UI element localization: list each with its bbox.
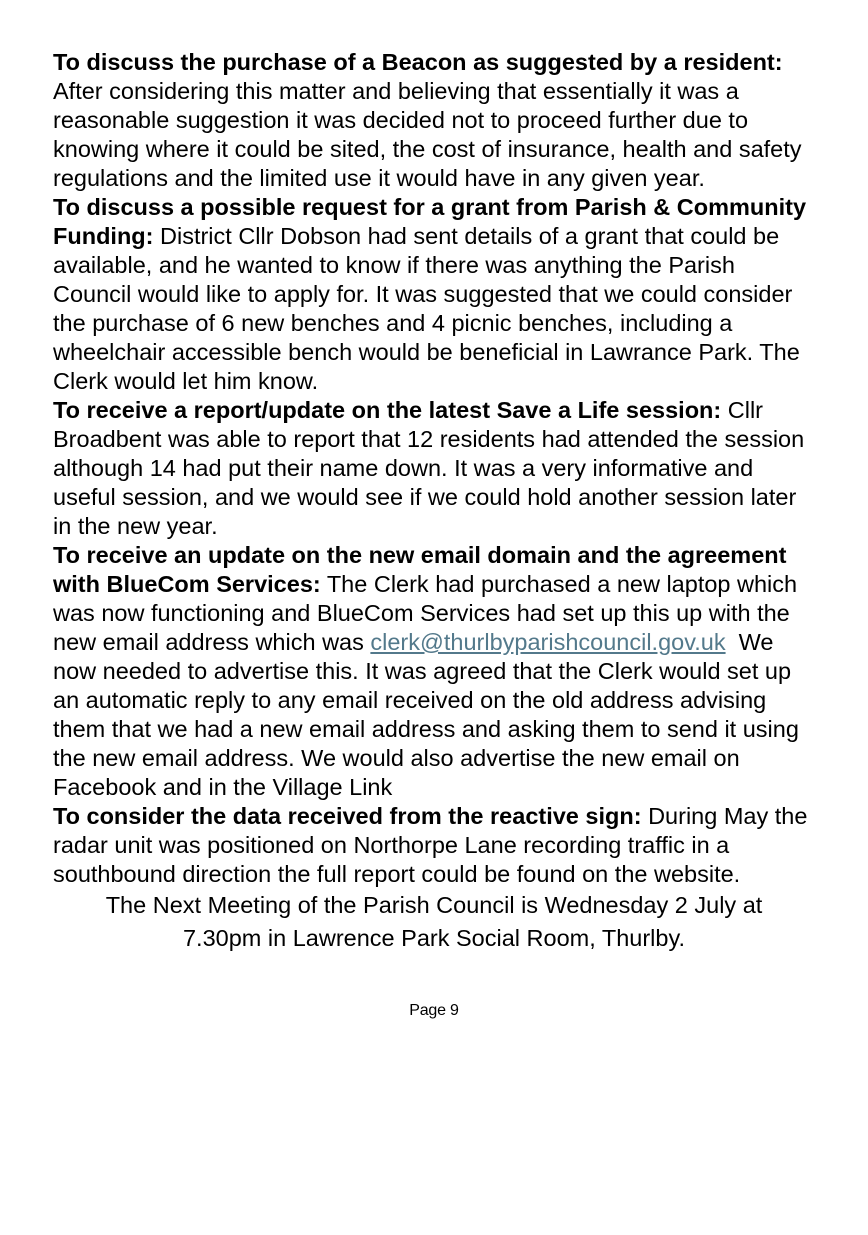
minutes-item-grant-text: District Cllr Dobson had sent details of a grant that could be available, and he wanted to know if there was anything the Parish Council would like to apply for. It was suggested that we could consider the purchase of 6 new benches and 4 picnic benches, including a wheelchair accessible bench would be beneficial in Lawrance Park. The Clerk would let him know. (53, 223, 800, 394)
page-number: Page 9 (409, 1002, 459, 1019)
minutes-item-save-a-life (53, 396, 815, 541)
email-link[interactable]: clerk@thurlbyparishcouncil.gov.uk (370, 629, 726, 655)
minutes-item-email-domain (53, 541, 815, 802)
minutes-item-email-domain-text-after-link: We now needed to advertise this. It was agreed that the Clerk would set up an automatic reply to any email received on the old address advising them that we had a new email address and asking them to send it using the new email address. We would also advertise the new email on Facebook and in the Village Link (53, 629, 799, 800)
minutes-item-beacon-text: After considering this matter and believing that essentially it was a reasonable suggestion it was decided not to proceed further due to knowing where it could be sited, the cost of insurance, health and safety regulations and the limited use it would have in any given year. (53, 78, 802, 191)
minutes-item-reactive-sign-text: During May the radar unit was positioned on Northorpe Lane recording traffic in a southbound direction the full report could be found on the website. (53, 803, 808, 887)
minutes-item-reactive-sign-heading: To consider the data received from the reactive sign: (53, 803, 642, 829)
minutes-item-beacon (53, 48, 815, 193)
minutes-item-save-a-life-text: Cllr Broadbent was able to report that 12 residents had attended the session although 14 had put their name down. It was a very informative and useful session, and we would see if we could hold another session later in the new year. (53, 397, 805, 539)
minutes-item-email-domain-heading: To receive an update on the new email domain and the agreement with BlueCom Services: (53, 542, 787, 597)
next-meeting-notice: The Next Meeting of the Parish Council is Wednesday 2 July at 7.30pm in Lawrence Park Social Room, Thurlby. (105, 892, 763, 951)
minutes-item-grant (53, 193, 815, 396)
minutes-body (53, 48, 815, 889)
minutes-item-save-a-life-heading: To receive a report/update on the latest Save a Life session: (53, 397, 722, 423)
minutes-item-beacon-heading: To discuss the purchase of a Beacon as suggested by a resident: (53, 49, 783, 75)
minutes-item-reactive-sign (53, 802, 815, 889)
minutes-item-email-domain-text: The Clerk had purchased a new laptop which was now functioning and BlueCom Services had set up this up with the new email address which was (53, 571, 798, 655)
minutes-item-grant-heading: To discuss a possible request for a grant from Parish & Community Funding: (53, 194, 807, 249)
